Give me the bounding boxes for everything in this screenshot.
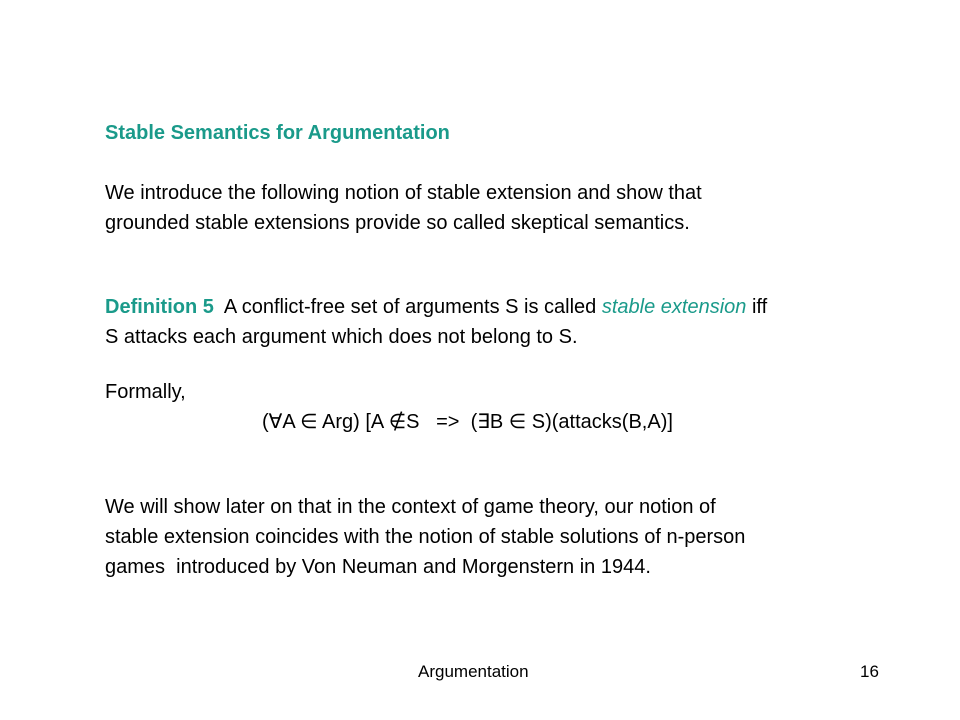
formally-label: Formally, (105, 381, 186, 403)
intro-line-2: grounded stable extensions provide so called skeptical semantics. (105, 212, 690, 234)
slide-title: Stable Semantics for Argumentation (105, 122, 450, 144)
definition-text-after: iff (746, 296, 768, 318)
definition-text-before: A conflict-free set of arguments S is called (213, 296, 602, 318)
footer-title: Argumentation (418, 662, 529, 681)
outro-line-2: stable extension coincides with the notion of stable solutions of n-person (105, 526, 746, 548)
definition-term: stable extension (601, 296, 747, 318)
definition-line-1 (105, 292, 767, 322)
definition-line-2: S attacks each argument which does not belong to S. (105, 326, 578, 348)
outro-paragraph (105, 492, 745, 582)
formula: (∀A ∈ Arg) [A ∉S => (∃B ∈ S)(attacks(B,A)] (262, 411, 673, 433)
definition-label: Definition 5 (105, 296, 214, 318)
outro-line-1: We will show later on that in the context of game theory, our notion of (105, 496, 716, 518)
definition-paragraph (105, 292, 767, 352)
outro-line-3: games introduced by Von Neuman and Morgenstern in 1944. (105, 556, 651, 578)
intro-line-1: We introduce the following notion of stable extension and show that (105, 182, 702, 204)
intro-paragraph (105, 178, 702, 238)
page-number: 16 (860, 662, 879, 681)
